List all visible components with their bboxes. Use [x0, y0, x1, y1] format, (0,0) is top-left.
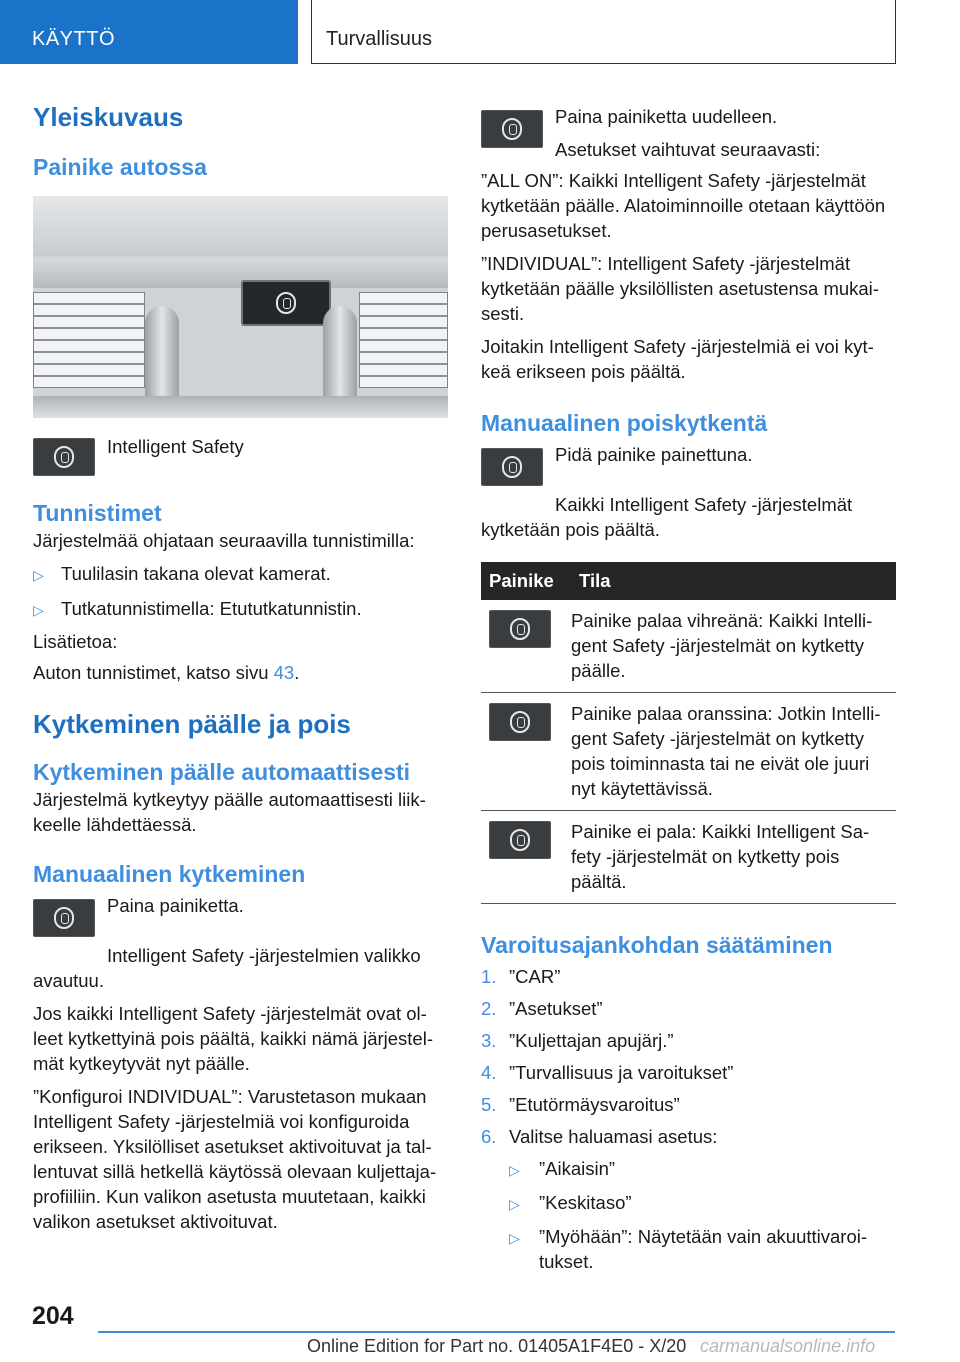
intelligent-safety-row: [33, 432, 448, 476]
hold-text: Pidä painike painettuna.: [555, 444, 753, 465]
step-item: 4. ”Turvallisuus ja varoitukset”: [481, 1062, 734, 1083]
button-icon: [481, 448, 543, 486]
footer-edition: Online Edition for Part no. 01405A1F4E0 - X/20: [307, 1336, 687, 1356]
intelligent-safety-button-photo: [241, 280, 331, 326]
step-item: 3. ”Kuljettajan apujärj.”: [481, 1030, 674, 1051]
triangle-bullet-icon: ▷: [33, 602, 44, 618]
step-item: 1. ”CAR”: [481, 966, 561, 987]
triangle-bullet-icon: ▷: [509, 1230, 520, 1246]
more-info-label: Lisätietoa:: [33, 631, 118, 652]
button-state-table: [481, 562, 896, 904]
option-item: ▷ ”Aikaisin”: [481, 1156, 896, 1183]
heading-manual-off: Manuaalinen poiskytkentä: [481, 410, 768, 436]
heading-sensors: Tunnistimet: [33, 500, 162, 526]
button-green-icon: [489, 610, 551, 648]
option-item: ▷ ”Myöhään”: Näytetään vain akuuttivaroi-tukset.: [509, 1226, 868, 1272]
watermark: carmanualsonline.info: [700, 1336, 876, 1356]
button-icon: [481, 110, 543, 148]
dashboard-photo: [33, 196, 448, 418]
button-orange-icon: [489, 703, 551, 741]
intelligent-safety-label: Intelligent Safety: [107, 436, 244, 457]
table-row: [481, 693, 896, 811]
settings-change: Asetukset vaihtuvat seuraavasti:: [555, 139, 821, 160]
left-column: [33, 100, 448, 1234]
manual-menu: Intelligent Safety -järjestelmien valikko avautuu.: [33, 945, 421, 991]
table-header-button: Painike: [481, 562, 571, 600]
individual-text: ”INDIVIDUAL”: Intelligent Safety -järjestelmät kytketään päälle yksilöllisten asetustensa mukai-sesti.: [481, 253, 879, 324]
right-column: [481, 104, 896, 1274]
all-off-text: Kaikki Intelligent Safety -järjestelmät kytketään pois päältä.: [481, 494, 853, 540]
intelligent-safety-button-icon: [33, 438, 95, 476]
step-item: 6. Valitse haluamasi asetus:: [481, 1126, 718, 1147]
all-on-text: ”ALL ON”: Kaikki Intelligent Safety -järjestelmät kytketään päälle. Alatoiminnoille otetaan käyttöön perusasetukset.: [481, 170, 886, 241]
manual-press-row: [33, 893, 448, 937]
more-info-text: Auton tunnistimet, katso sivu 43.: [33, 662, 300, 683]
sensor-bullet: ▷ Tutkatunnistimella: Etututkatunnistin.: [33, 596, 448, 623]
manual-paragraph-3: ”Konfiguroi INDIVIDUAL”: Varustetason mukaan Intelligent Safety -järjestelmiä voi konfiguroida erikseen. Yksilölliset asetukset aktivoituvat ja tal-lentuvat sillä hetkellä käytössä olevaan kuljettaja-profiiliin. Kun valikon asetusta muutetaan, kaikki valikon asetukset aktivoituvat.: [33, 1086, 437, 1232]
some-off-text: Joitakin Intelligent Safety -järjestelmiä ei voi kyt-keä erikseen pois päältä.: [481, 336, 874, 382]
heading-button-car: Painike autossa: [33, 154, 207, 180]
heading-auto: Kytkeminen päälle automaattisesti: [33, 759, 411, 785]
heading-overview: Yleiskuvaus: [33, 102, 184, 132]
heading-switch: Kytkeminen päälle ja pois: [33, 709, 351, 739]
table-cell-state: Painike ei pala: Kaikki Intelligent Sa-fety -järjestelmät on kytketty pois päältä.: [571, 811, 896, 904]
auto-text: Järjestelmä kytkeytyy päälle automaattisesti liik-keelle lähdettäessä.: [33, 789, 426, 835]
button-icon: [33, 899, 95, 937]
option-item: ▷ ”Keskitaso”: [481, 1190, 896, 1217]
header-section: KÄYTTÖ: [0, 0, 298, 64]
page-link[interactable]: 43: [273, 662, 295, 683]
triangle-bullet-icon: ▷: [509, 1162, 520, 1178]
press-again: Paina painiketta uudelleen.: [555, 106, 778, 127]
table-header-state: Tila: [571, 562, 896, 600]
button-off-icon: [489, 821, 551, 859]
header-chapter: Turvallisuus: [311, 0, 896, 64]
triangle-bullet-icon: ▷: [33, 567, 44, 583]
safety-icon: [276, 292, 296, 314]
step-item: 2. ”Asetukset”: [481, 998, 603, 1019]
step-item: 5. ”Etutörmäysvaroitus”: [481, 1094, 680, 1115]
press-again-row: [481, 104, 896, 162]
manual-press: Paina painiketta.: [107, 895, 244, 916]
heading-warning-time: Varoitusajankohdan säätäminen: [481, 932, 833, 958]
sensor-bullet: ▷ Tuulilasin takana olevat kamerat.: [33, 561, 448, 588]
footer-divider: [98, 1331, 895, 1333]
hold-row: [481, 442, 896, 486]
table-cell-state: Painike palaa vihreänä: Kaikki Intelli-gent Safety -järjestelmät on kytketty päälle.: [571, 600, 896, 693]
heading-manual: Manuaalinen kytkeminen: [33, 861, 306, 887]
manual-paragraph-2: Jos kaikki Intelligent Safety -järjestelmät ovat ol-leet kytkettyinä pois päältä, kaikki nämä järjestel-mät kytkeytyvät nyt päälle.: [33, 1003, 433, 1074]
sensors-intro: Järjestelmää ohjataan seuraavilla tunnistimilla:: [33, 530, 415, 551]
table-row: [481, 600, 896, 693]
table-cell-state: Painike palaa oranssina: Jotkin Intelli-gent Safety -järjestelmät on kytketty pois toiminnasta tai ne eivät ole juuri nyt käytettävissä.: [571, 693, 896, 811]
table-row: [481, 811, 896, 904]
triangle-bullet-icon: ▷: [509, 1196, 520, 1212]
page-number: 204: [32, 1302, 74, 1330]
